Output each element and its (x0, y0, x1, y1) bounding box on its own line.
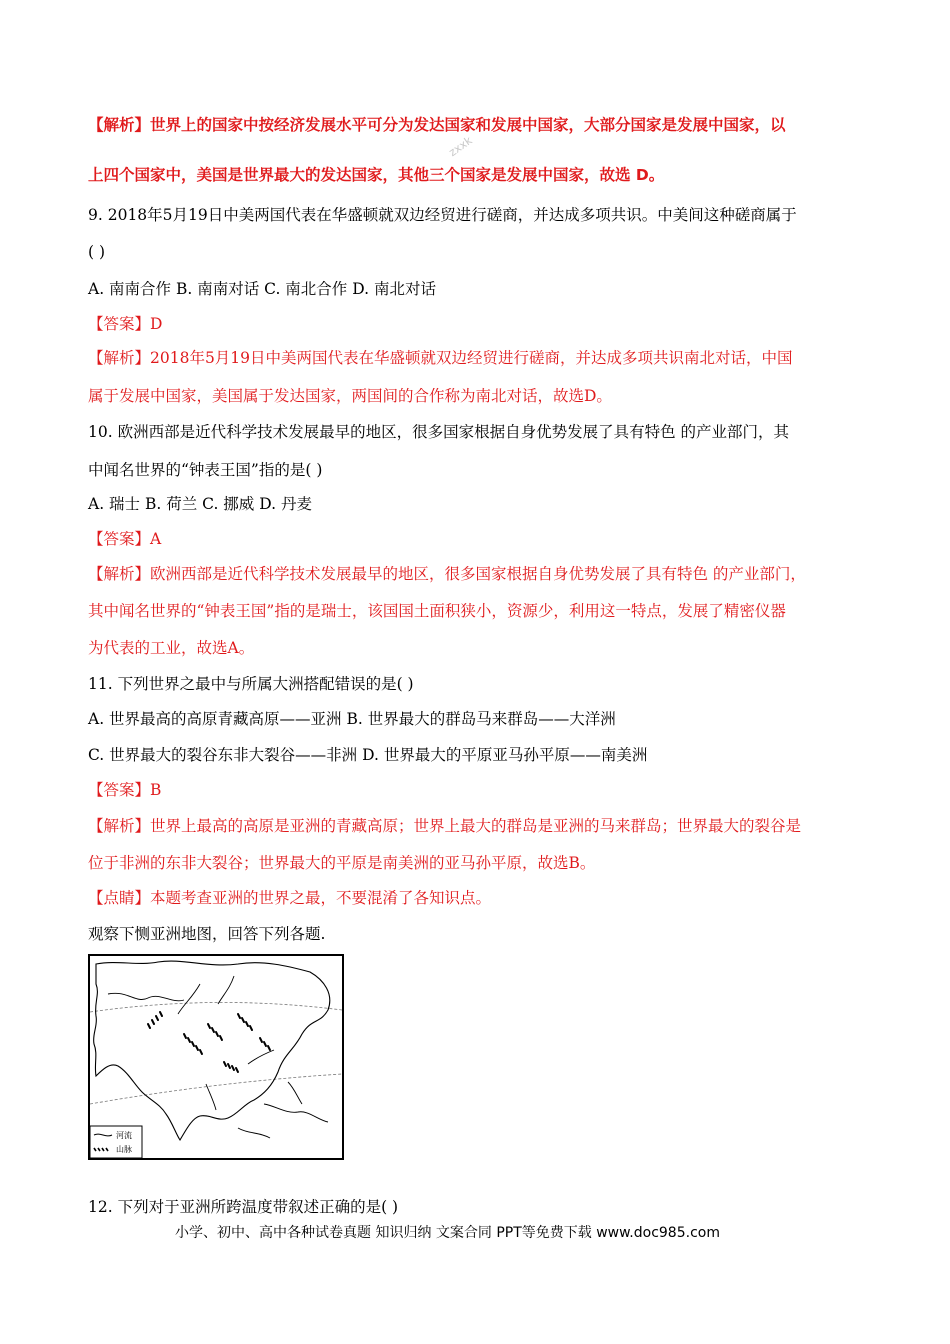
text-line: 11. 下列世界之最中与所属大洲搭配错误的是( ) (88, 675, 414, 693)
text-line: 【解析】世界上最高的高原是亚洲的青藏高原；世界上最大的群岛是亚洲的马来群岛；世界最大的裂谷是 (88, 817, 802, 835)
text-line: 【点睛】本题考查亚洲的世界之最，不要混淆了各知识点。 (88, 889, 492, 907)
text-line: 【解析】世界上的国家中按经济发展水平可分为发达国家和发展中国家，大部分国家是发展中国家，以 (88, 116, 786, 134)
text-line: 12. 下列对于亚洲所跨温度带叙述正确的是( ) (88, 1198, 399, 1216)
watermark: zxxk (446, 133, 475, 160)
text-line: A. 世界最高的高原青藏高原——亚洲 B. 世界最大的群岛马来群岛——大洋洲 (88, 710, 616, 728)
text-line: 【解析】欧洲西部是近代科学技术发展最早的地区，很多国家根据自身优势发展了具有特色 的产业部门， (88, 565, 806, 583)
text-line: 位于非洲的东非大裂谷；世界最大的平原是南美洲的亚马孙平原，故选B。 (88, 854, 596, 872)
text-line: 中闻名世界的“钟表王国”指的是( ) (88, 461, 323, 479)
text-line: A. 瑞士 B. 荷兰 C. 挪威 D. 丹麦 (88, 495, 312, 513)
text-line: ( ) (88, 243, 106, 261)
text-line: 9. 2018年5月19日中美两国代表在华盛顿就双边经贸进行磋商，并达成多项共识。中美间这种磋商属于 (88, 206, 797, 224)
text-line: 【答案】B (88, 781, 162, 799)
text-line: 为代表的工业，故选A。 (88, 639, 255, 657)
text-line: A. 南南合作 B. 南南对话 C. 南北合作 D. 南北对话 (88, 280, 436, 298)
text-line: 【答案】A (88, 530, 162, 548)
text-line: 观察下恻亚洲地图，回答下列各题. (88, 925, 326, 943)
page-footer: 小学、初中、高中各种试卷真题 知识归纳 文案合同 PPT等免费下载 www.doc985.com (175, 1225, 720, 1241)
text-line: 属于发展中国家，美国属于发达国家，两国间的合作称为南北对话，故选D。 (88, 387, 612, 405)
text-line: 【解析】2018年5月19日中美两国代表在华盛顿就双边经贸进行磋商，并达成多项共识南北对话，中国 (88, 349, 793, 367)
text-line: 其中闻名世界的“钟表王国”指的是瑞士，该国国土面积狭小，资源少，利用这一特点，发展了精密仪器 (88, 602, 786, 620)
legend-mountain-label: 山脉 (116, 1145, 132, 1154)
text-line: C. 世界最大的裂谷东非大裂谷——非洲 D. 世界最大的平原亚马孙平原——南美洲 (88, 746, 648, 764)
text-line: 10. 欧洲西部是近代科学技术发展最早的地区，很多国家根据自身优势发展了具有特色 的产业部门，其 (88, 423, 790, 441)
text-line: 【答案】D (88, 315, 163, 333)
text-line: 上四个国家中，美国是世界最大的发达国家，其他三个国家是发展中国家，故选 D。 (88, 166, 665, 184)
legend-river-label: 河流 (116, 1131, 132, 1140)
asia-map (88, 954, 344, 1160)
